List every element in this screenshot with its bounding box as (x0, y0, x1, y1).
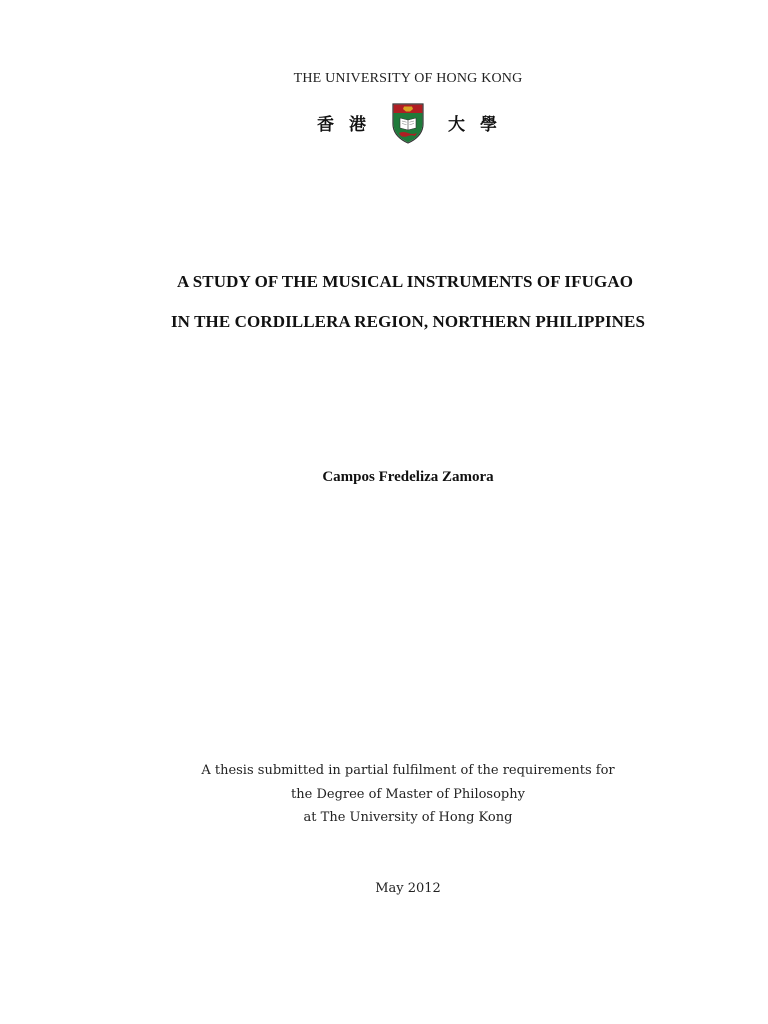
university-crest-icon (391, 102, 425, 144)
submission-statement-line-1: A thesis submitted in partial fulfilment of the requirements for (201, 763, 615, 778)
submission-date: May 2012 (375, 881, 441, 896)
thesis-title-line-1: A STUDY OF THE MUSICAL INSTRUMENTS OF IFUGAO (176, 272, 634, 291)
author-name: Campos Fredeliza Zamora (322, 469, 494, 485)
submission-statement-line-2: the Degree of Master of Philosophy (291, 787, 525, 802)
chinese-char: 港 (349, 115, 366, 135)
chinese-char: 香 (317, 115, 334, 135)
submission-statement-line-3: at The University of Hong Kong (303, 810, 513, 825)
university-name: THE UNIVERSITY OF HONG KONG (293, 71, 523, 86)
chinese-char: 大 (448, 115, 465, 135)
chinese-char: 學 (480, 115, 497, 135)
thesis-title-line-2: IN THE CORDILLERA REGION, NORTHERN PHILIPPINES (170, 312, 646, 331)
university-chinese-name-row (0, 102, 768, 146)
